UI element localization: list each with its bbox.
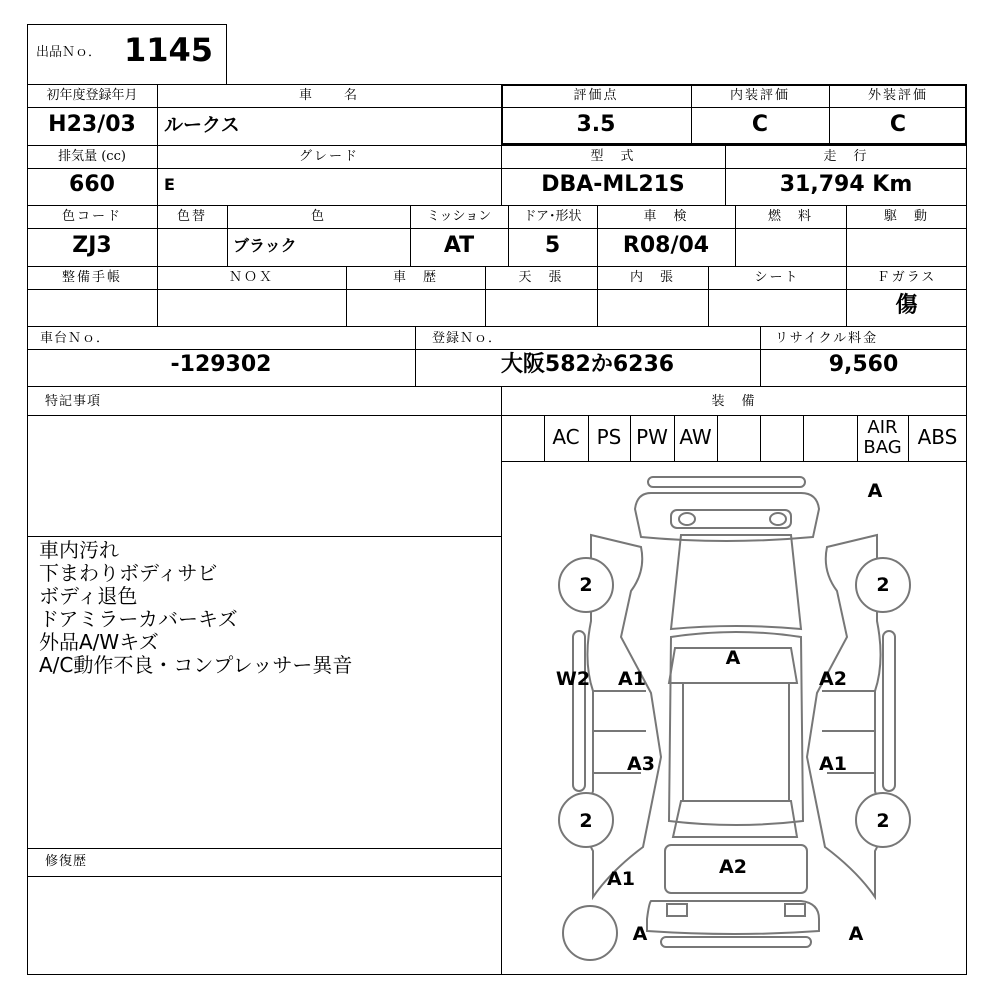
equipment-airbag — [857, 418, 908, 458]
label-color-code: 色コード — [61, 209, 122, 224]
door-count: 5 — [544, 233, 561, 258]
displacement: 660 — [69, 172, 115, 197]
label-maintenance-book: 整備手帳 — [61, 270, 122, 285]
note-item: A/C動作不良・コンプレッサー異音 — [39, 653, 353, 677]
inspection: R08/04 — [622, 233, 710, 258]
mark-front-door-right: A2 — [819, 668, 847, 690]
label-door: ドア･形状 — [523, 209, 582, 224]
registration-number: 大阪582か6236 — [500, 352, 675, 377]
grade: E — [164, 175, 175, 194]
equipment-aw: AW — [679, 425, 712, 449]
car-name: ルークス — [164, 114, 240, 136]
label-seat: シート — [754, 270, 800, 285]
mark-front-bumper-right: A — [867, 480, 883, 502]
label-interior-rating: 内装評価 — [729, 88, 790, 103]
special-notes-list — [39, 539, 352, 677]
label-nox: ＮＯＸ — [228, 270, 274, 285]
lot-number: 1145 — [124, 31, 214, 69]
note-item: 下まわりボディサビ — [39, 561, 218, 585]
first-registration: H23/03 — [48, 112, 136, 137]
label-score: 評価点 — [573, 88, 619, 103]
note-item: ボディ退色 — [39, 584, 138, 608]
label-color-change: 色替 — [176, 209, 207, 224]
mark-back-door: A2 — [719, 856, 747, 878]
car-diagram — [501, 461, 967, 975]
front-glass: 傷 — [895, 293, 918, 318]
label-sunroof: 天 張 — [518, 270, 564, 285]
mark-tire-front-left: 2 — [579, 574, 593, 596]
mark-rear-bumper-right: A — [848, 923, 864, 945]
mark-tire-rear-left: 2 — [579, 810, 593, 832]
mark-rear-fender-left: A1 — [607, 868, 635, 890]
label-grade: グレード — [298, 149, 359, 164]
label-drive: 駆 動 — [883, 209, 929, 224]
exterior-rating: C — [889, 112, 907, 137]
label-exterior-rating: 外装評価 — [867, 88, 928, 103]
mark-tire-front-right: 2 — [876, 574, 890, 596]
label-equipment: 装 備 — [711, 394, 757, 409]
label-front-glass: Ｆガラス — [876, 270, 937, 285]
model: DBA-ML21S — [541, 172, 685, 197]
note-item: 車内汚れ — [39, 538, 119, 562]
label-repair-history: 修復歴 — [45, 854, 88, 869]
label-vehicle-history: 車 歴 — [392, 270, 438, 285]
mark-rear-bumper-left: A — [632, 923, 648, 945]
equipment-ps: PS — [596, 425, 622, 449]
mark-tire-rear-right: 2 — [876, 810, 890, 832]
mission: AT — [443, 233, 475, 258]
label-mileage: 走 行 — [823, 149, 869, 164]
chassis-number: -129302 — [170, 352, 272, 377]
equipment-pw: PW — [636, 425, 668, 449]
label-inspection: 車 検 — [643, 209, 689, 224]
label-interior-trim: 内 張 — [629, 270, 675, 285]
mark-roof: A — [725, 647, 741, 669]
mark-rear-door-right: A1 — [819, 753, 847, 775]
equipment-ac: AC — [552, 425, 580, 449]
label-car-name: 車 名 — [298, 88, 359, 103]
equipment-abs: ABS — [917, 425, 958, 449]
mark-front-door-left: A1 — [618, 668, 646, 690]
label-chassis-number: 車台Ｎｏ． — [40, 331, 111, 346]
label-first-registration: 初年度登録年月 — [46, 88, 138, 103]
note-item: ドアミラーカバーキズ — [39, 607, 238, 631]
recycle-fee: 9,560 — [828, 352, 899, 377]
mileage: 31,794 Km — [779, 172, 913, 197]
mark-mirror-left: W2 — [555, 668, 591, 690]
label-mission: ミッション — [426, 209, 492, 224]
color-code: ZJ3 — [72, 233, 112, 258]
equipment-airbag-line1: AIR — [867, 417, 898, 438]
note-item: 外品A/Wキズ — [39, 630, 159, 654]
mark-rear-door-left: A3 — [627, 753, 655, 775]
label-special-notes: 特記事項 — [45, 394, 102, 409]
label-registration-number: 登録Ｎｏ． — [432, 331, 503, 346]
color: ブラック — [233, 236, 297, 255]
lot-number-label: 出品Ｎｏ． — [36, 45, 102, 60]
label-fuel: 燃 料 — [767, 209, 813, 224]
label-model: 型 式 — [590, 149, 636, 164]
lot-number-box — [27, 24, 227, 85]
label-displacement: 排気量 (cc) — [58, 149, 126, 164]
score: 3.5 — [576, 112, 616, 137]
label-color: 色 — [310, 209, 326, 224]
equipment-airbag-line2: BAG — [863, 437, 902, 458]
interior-rating: C — [751, 112, 769, 137]
label-recycle-fee: リサイクル料金 — [775, 331, 879, 346]
